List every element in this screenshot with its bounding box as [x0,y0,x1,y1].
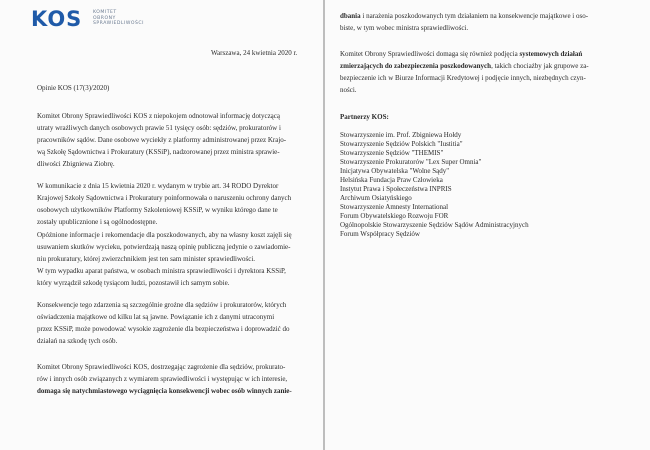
text-line: domaga się natychmiastowego wyciągnięcia konsekwencji wobec osób winnych zanie- [37,387,292,395]
text-line: W tym wypadku aparat państwa, w osobach ministra sprawiedliwości i dyrektora KSSiP, [37,267,286,275]
text-line: wą Szkołę Sądownictwa i Prokuratury (KSSiP), nadzorowanej przez ministra sprawie- [37,148,280,156]
text-line: biste, w tym wobec ministra sprawiedliwości. [340,24,469,32]
text-line: utraty wrażliwych danych osobowych prawie 51 tysięcy osób: sędziów, prokuratorów i [37,124,281,132]
partners-heading: Partnerzy KOS: [340,113,389,121]
logo-subtitle-line: OBRONY [93,15,116,21]
bold-word: dbania [340,12,361,20]
text-line: przez KSSiP, może powodować wysokie zagrożenie dla bezpieczeństwa i doprowadzić do [37,325,290,333]
line-part: , takich chociażby jak grupowe za- [491,62,589,70]
text-line [340,11,588,21]
partner-item: Ogólnopolskie Stowarzyszenie Sędziów Sądów Administracyjnych [340,221,529,229]
text-line: Komitet Obrony Sprawiedliwości KOS z niepokojem odnotował informację dotyczącą [37,112,280,120]
text-line: rów i innych osób związanych z wymiarem sprawiedliwości i występując w ich interesie, [37,375,288,383]
partner-item: Stowarzyszenie Sędziów Polskich "Iustitia" [340,140,463,148]
partner-item: Forum Obywatelskiego Rozwoju FOR [340,212,449,220]
logo-wordmark: KOS [31,7,83,31]
place-date: Warszawa, 24 kwietnia 2020 r. [211,49,298,57]
logo-subtitle-line: SPRAWIEDLIWOŚCI [93,21,144,26]
partner-item: Stowarzyszenie Prokuratorów "Lex Super Omnia" [340,158,482,166]
line-rest: i narażenia poszkodowanych tym działaniem na konsekwencje majątkowe i oso- [360,12,589,20]
text-line: Opóźnione informacje i rekomendacje dla poszkodowanych, aby na własny koszt zajęli się [37,231,292,239]
bold-phrase: zmierzających do zabezpieczenia poszkodowanych [340,62,492,70]
partner-item: Instytut Prawa i Społeczeństwa INPRIS [340,185,452,193]
text-line: który wyrządził szkodę tysiącom ludzi, pozostawił ich samym sobie. [37,279,230,287]
text-line: Komitet Obrony Sprawiedliwości KOS, dostrzegając zagrożenie dla sędziów, prokurato- [37,363,286,371]
reference-number: Opinie KOS (17(3)/2020) [37,84,110,92]
text-line: usuwaniem skutków wycieku, potwierdzają naszą opinię publiczną jedynie o zawiadomie- [37,243,291,251]
text-line [340,61,589,71]
text-line: ności. [340,86,357,94]
text-line: bezpieczenie ich w Biurze Informacji Kredytowej i podjęcie innych, niezbędnych czyn- [340,74,586,82]
partner-item: Stowarzyszenie Amnesty International [340,203,449,211]
text-line: działań na szkodę tych osób. [37,337,118,345]
text-line: Krajowej Szkoły Sądownictwa i Prokuratury poinformowała o naruszeniu ochrony danych [37,194,292,202]
text-line: osobowych użytkowników Platformy Szkoleniowej KSSiP, w wyniku którego dane te [37,206,278,214]
text-line [340,49,582,59]
partner-item: Stowarzyszenie Sędziów "THEMIS" [340,149,444,157]
left-page [0,0,323,450]
bold-phrase: systemowych działań [519,50,583,58]
text-line: dliwości Zbigniewa Ziobrę. [37,160,115,168]
text-line: niu prokuratury, której zwierzchnikiem jest ten sam minister sprawiedliwości. [37,255,256,263]
partner-item: Forum Współpracy Sędziów [340,230,420,238]
text-line: W komunikacie z dnia 15 kwietnia 2020 r. wydanym w trybie art. 34 RODO Dyrektor [37,182,279,190]
partner-item: Inicjatywa Obywatelska "Wolne Sądy" [340,167,450,175]
text-line: pracowników sądów. Dane osobowe wyciekły z platformy administrowanej przez Krajo- [37,136,287,144]
text-line: zostały upublicznione i są ogólnodostępne. [37,218,158,226]
logo-subtitle [93,10,144,27]
text-line: oświadczenia majątkowe od kilku lat są jawne. Powiązanie ich z danymi utraconymi [37,313,275,321]
logo-subtitle-line: KOMITET [93,10,117,15]
line-part: Komitet Obrony Sprawiedliwości domaga się również podjęcia [340,50,520,58]
partner-item: Stowarzyszenie im. Prof. Zbigniewa Hołdy [340,131,462,139]
partner-item: Helsińska Fundacja Praw Człowieka [340,176,443,184]
right-page [325,0,650,450]
partner-item: Archiwum Osiatyńskiego [340,194,412,202]
text-line: Konsekwencje tego zdarzenia są szczególnie groźne dla sędziów i prokuratorów, których [37,301,287,309]
